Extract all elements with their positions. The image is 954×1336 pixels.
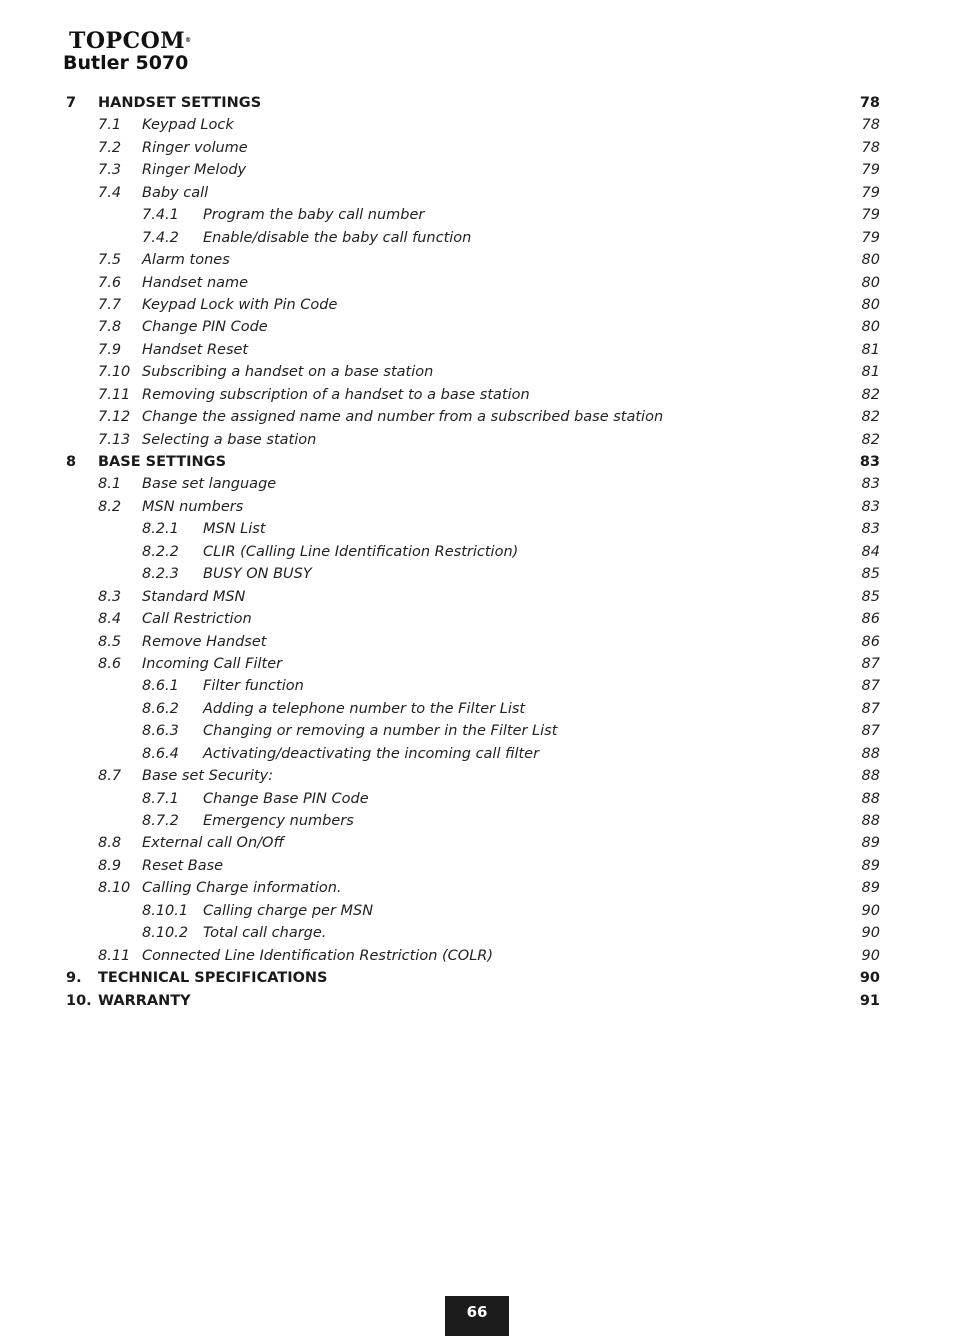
toc-entry-title: Connected Line Identification Restriction (COLR) <box>142 947 494 964</box>
toc-entry-num: 7.2 <box>98 139 122 156</box>
toc-entry-title: Emergency numbers <box>203 813 354 829</box>
toc-entry-num: 8.8 <box>98 835 122 852</box>
toc-entry-title: Alarm tones <box>142 252 230 269</box>
toc-entry[interactable] <box>0 339 954 361</box>
toc-entry-num: 8.7.1 <box>142 790 179 807</box>
toc-entry-num: 7.3 <box>98 162 122 179</box>
toc-entry[interactable] <box>0 765 954 787</box>
toc-entry-page: 83 <box>861 521 880 538</box>
toc-entry[interactable] <box>0 114 954 136</box>
toc-entry-page: 82 <box>861 431 880 448</box>
toc-entry[interactable] <box>0 653 954 675</box>
toc-entry-page: 82 <box>861 386 880 403</box>
toc-entry-page: 90 <box>861 925 880 942</box>
toc-entry[interactable] <box>0 227 954 249</box>
toc-entry-title: Keypad Lock <box>142 117 234 134</box>
toc-entry[interactable] <box>0 541 954 563</box>
toc-entry-page: 81 <box>861 341 880 358</box>
toc-entry-page: 81 <box>861 364 880 381</box>
toc-entry-title: Change PIN Code <box>142 319 268 336</box>
toc-entry-num: 8.7.2 <box>142 813 179 829</box>
toc-entry-num: 8.10.1 <box>142 902 189 919</box>
toc-entry[interactable] <box>0 900 954 922</box>
toc-entry-num: 7.5 <box>98 252 122 269</box>
toc-entry[interactable] <box>0 204 954 226</box>
toc-entry-page: 89 <box>861 857 880 874</box>
toc-entry-num: 8.4 <box>98 611 122 628</box>
toc-entry-title: Incoming Call Filter <box>142 655 283 672</box>
toc-entry[interactable] <box>0 272 954 294</box>
toc-entry[interactable] <box>0 137 954 159</box>
toc-entry-title: Keypad Lock with Pin Code <box>142 296 338 313</box>
toc-entry-page: 87 <box>861 655 880 672</box>
toc-entry-num: 8.11 <box>98 947 131 964</box>
toc-entry-page: 83 <box>861 476 880 493</box>
toc-entry[interactable] <box>0 429 954 451</box>
toc-entry-page: 89 <box>861 835 880 852</box>
toc-entry-page: 85 <box>861 566 880 583</box>
toc-entry-num: 8.6.3 <box>142 723 179 740</box>
toc-entry[interactable] <box>0 922 954 944</box>
toc-entry-page: 88 <box>861 790 880 807</box>
toc-entry[interactable] <box>0 92 954 114</box>
toc-entry-page: 88 <box>861 768 880 785</box>
toc-entry-title: Total call charge. <box>203 925 327 942</box>
toc-entry-page: 82 <box>861 409 880 426</box>
toc-entry[interactable] <box>0 675 954 697</box>
page-header <box>63 30 192 74</box>
toc-entry-title: WARRANTY <box>98 992 191 1009</box>
toc-entry-num: 7 <box>66 95 77 111</box>
toc-entry-title: External call On/Off <box>142 835 284 852</box>
toc-entry[interactable] <box>0 294 954 316</box>
toc-entry-page: 86 <box>861 611 880 628</box>
toc-entry-title: Adding a telephone number to the Filter List <box>203 700 526 717</box>
product-model-title: Butler 5070 <box>63 52 189 74</box>
toc-entry-num: 7.10 <box>98 364 131 381</box>
toc-entry-num: 7.11 <box>98 386 131 403</box>
toc-entry[interactable] <box>0 563 954 585</box>
toc-entry[interactable] <box>0 855 954 877</box>
toc-entry-title: Reset Base <box>142 857 224 874</box>
toc-entry-page: 84 <box>861 543 880 560</box>
toc-entry-title: MSN List <box>203 521 266 538</box>
toc-entry-num: 7.6 <box>98 274 122 291</box>
toc-entry[interactable] <box>0 406 954 428</box>
toc-entry-num: 8.6.1 <box>142 678 179 695</box>
toc-entry-num: 8.10.2 <box>142 925 189 942</box>
toc-entry-num: 8.6.2 <box>142 700 179 717</box>
toc-entry-num: 7.12 <box>98 409 131 426</box>
toc-entry-page: 79 <box>861 184 880 201</box>
toc-entry-num: 7.7 <box>98 296 122 313</box>
toc-entry-title: Changing or removing a number in the Filter List <box>203 723 558 740</box>
toc-entry[interactable] <box>0 720 954 742</box>
toc-entry-title: Base set language <box>142 476 277 493</box>
toc-entry-title: Calling charge per MSN <box>203 902 374 919</box>
toc-entry[interactable] <box>0 945 954 967</box>
toc-entry-page: 90 <box>861 902 880 919</box>
toc-entry-title: Standard MSN <box>142 588 246 605</box>
toc-entry[interactable] <box>0 384 954 406</box>
toc-entry-num: 8.7 <box>98 768 122 785</box>
toc-entry-page: 79 <box>861 207 880 224</box>
toc-entry-title: BASE SETTINGS <box>98 454 227 470</box>
toc-entry-page: 90 <box>859 970 880 987</box>
toc-entry-title: Call Restriction <box>142 611 252 628</box>
toc-entry-num: 8.2.2 <box>142 543 179 560</box>
toc-entry-title: TECHNICAL SPECIFICATIONS <box>98 970 328 987</box>
toc-entry-title: Filter function <box>203 678 304 695</box>
toc-entry[interactable] <box>0 743 954 765</box>
toc-entry-page: 87 <box>861 700 880 717</box>
toc-entry-page: 83 <box>861 498 880 515</box>
brand-logo-text: TOPCOM <box>69 28 186 54</box>
toc-entry-num: 8.10 <box>98 880 131 897</box>
toc-entry-page: 79 <box>861 162 880 179</box>
toc-entry-num: 8.9 <box>98 857 122 874</box>
toc-entry[interactable] <box>0 832 954 854</box>
toc-entry-num: 9. <box>66 970 82 987</box>
toc-entry[interactable] <box>0 182 954 204</box>
toc-entry-title: Removing subscription of a handset to a base station <box>142 386 530 403</box>
toc-entry-num: 10. <box>66 992 92 1009</box>
toc-entry-title: Remove Handset <box>142 633 267 650</box>
toc-entry-title: Enable/disable the baby call function <box>203 229 472 246</box>
toc-entry-title: Change the assigned name and number from a subscribed base station <box>142 409 664 426</box>
toc-entry-title: Handset name <box>142 274 249 291</box>
brand-logo: TOPCOM® <box>69 28 192 54</box>
toc-entry[interactable] <box>0 361 954 383</box>
toc-entry-page: 78 <box>861 117 880 134</box>
toc-entry[interactable] <box>0 877 954 899</box>
toc-entry-title: Baby call <box>142 184 209 201</box>
toc-entry-num: 8.3 <box>98 588 122 605</box>
toc-entry-title: Activating/deactivating the incoming call filter <box>203 745 540 762</box>
toc-entry-title: CLIR (Calling Line Identification Restriction) <box>203 543 519 560</box>
toc-entry-title: Program the baby call number <box>203 207 425 224</box>
toc-entry-num: 8.1 <box>98 476 122 493</box>
toc-entry-page: 88 <box>861 813 880 829</box>
toc-entry[interactable] <box>0 518 954 540</box>
toc-entry-title: Base set Security: <box>142 768 274 785</box>
toc-entry[interactable] <box>0 788 954 810</box>
toc-entry[interactable] <box>0 451 954 473</box>
toc-entry-num: 8.6 <box>98 655 122 672</box>
toc-entry-num: 7.4.1 <box>142 207 179 224</box>
toc-entry-num: 8.5 <box>98 633 122 650</box>
toc-entry-num: 7.1 <box>98 117 122 134</box>
toc-entry[interactable] <box>0 159 954 181</box>
toc-entry-page: 89 <box>861 880 880 897</box>
toc-entry[interactable] <box>0 608 954 630</box>
page-number-badge: 66 <box>445 1296 509 1336</box>
toc-entry-num: 8.2.3 <box>142 566 179 583</box>
toc-entry-page: 78 <box>859 95 880 111</box>
toc-entry[interactable] <box>0 967 954 989</box>
toc-entry[interactable] <box>0 496 954 518</box>
toc-entry-page: 91 <box>859 992 880 1009</box>
toc-entry-num: 7.9 <box>98 341 122 358</box>
toc-entry-page: 80 <box>861 252 880 269</box>
toc-entry-page: 86 <box>861 633 880 650</box>
toc-entry[interactable] <box>0 249 954 271</box>
toc-entry[interactable] <box>0 631 954 653</box>
toc-entry-page: 83 <box>859 454 880 470</box>
toc-entry-title: Change Base PIN Code <box>203 790 369 807</box>
toc-entry-num: 7.4.2 <box>142 229 179 246</box>
toc-entry-title: MSN numbers <box>142 498 244 515</box>
toc-entry-page: 87 <box>861 723 880 740</box>
toc-entry-page: 78 <box>861 139 880 156</box>
toc-entry-num: 8.2.1 <box>142 521 179 538</box>
toc-entry[interactable] <box>0 316 954 338</box>
toc-entry[interactable] <box>0 810 954 832</box>
toc-entry[interactable] <box>0 473 954 495</box>
toc-entry-title: Subscribing a handset on a base station <box>142 364 434 381</box>
toc-entry-num: 7.13 <box>98 431 131 448</box>
toc-entry-num: 8.2 <box>98 498 122 515</box>
toc-entry-page: 87 <box>861 678 880 695</box>
toc-entry-page: 90 <box>861 947 880 964</box>
toc-entry-title: Calling Charge information. <box>142 880 342 897</box>
toc-entry-title: HANDSET SETTINGS <box>98 95 262 111</box>
toc-entry-num: 8.6.4 <box>142 745 179 762</box>
toc-entry[interactable] <box>0 990 954 1012</box>
toc-entry-title: Handset Reset <box>142 341 249 358</box>
toc-entry-page: 79 <box>861 229 880 246</box>
toc-entry-num: 8 <box>66 454 77 470</box>
toc-entry-title: Ringer volume <box>142 139 248 156</box>
toc-entry-page: 80 <box>861 296 880 313</box>
toc-entry[interactable] <box>0 586 954 608</box>
toc-entry-title: BUSY ON BUSY <box>203 566 312 583</box>
toc-entry-num: 7.8 <box>98 319 122 336</box>
toc-entry-title: Ringer Melody <box>142 162 247 179</box>
toc-entry-title: Selecting a base station <box>142 431 317 448</box>
toc-entry-page: 85 <box>861 588 880 605</box>
toc-entry-page: 80 <box>861 274 880 291</box>
table-of-contents <box>0 92 954 1012</box>
toc-entry-page: 88 <box>861 745 880 762</box>
toc-entry[interactable] <box>0 698 954 720</box>
toc-entry-page: 80 <box>861 319 880 336</box>
toc-entry-num: 7.4 <box>98 184 122 201</box>
